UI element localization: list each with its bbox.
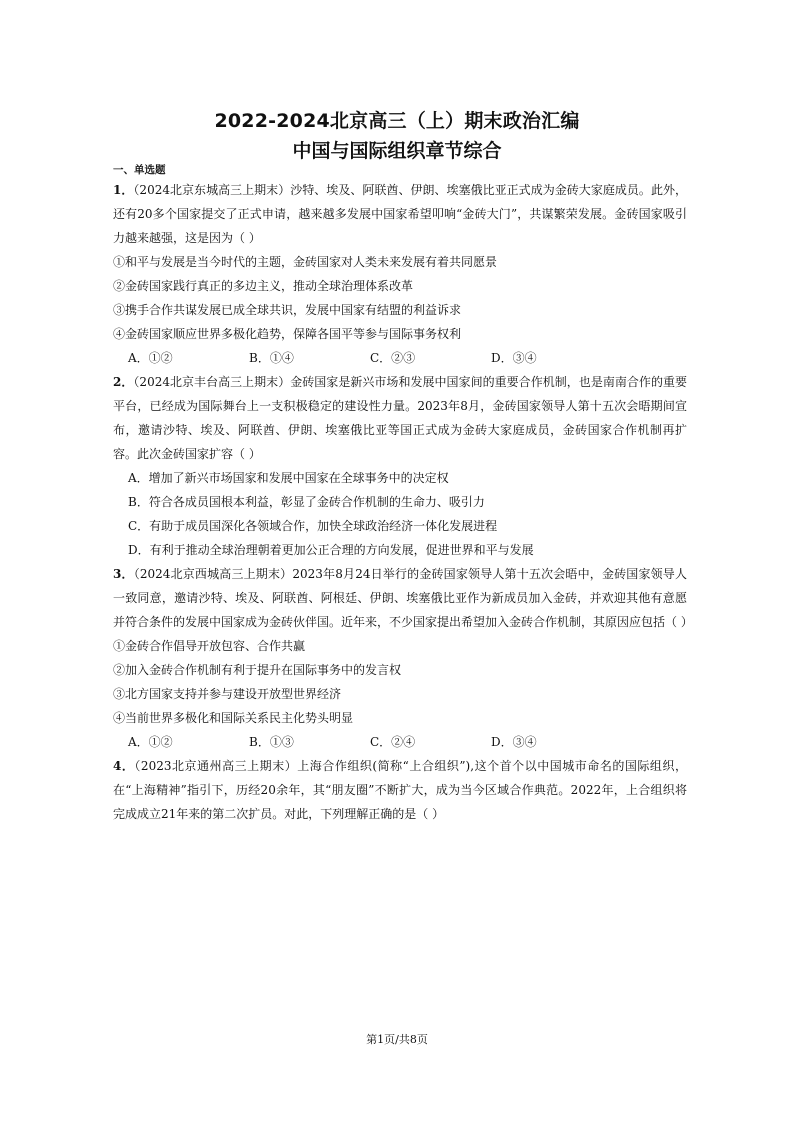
question-stem: （2024北京东城高三上期末）沙特、埃及、阿联酋、伊朗、埃塞俄比亚正式成为金砖大家庭成员。此外，还有20多个国家提交了正式申请，越来越多发展中国家希望叩响“金砖大门”，共谋繁荣发展。金砖国家吸引力越来越强，这是因为（ ） <box>113 183 687 245</box>
answer-choice-b: B．①④ <box>249 351 294 365</box>
question-1 <box>113 178 687 250</box>
statement-option: ③北方国家支持并参与建设开放型世界经济 <box>113 687 342 701</box>
question-stem: （2023北京通州高三上期末）上海合作组织(简称“上合组织”),这个首个以中国城市命名的国际组织，在“上海精神”指引下，历经20余年，其“朋友圈”不断扩大，成为当今区域合作典范。2022年，上合组织将完成成立21年来的第二次扩员。对此，下列理解正确的是（ ） <box>113 759 687 821</box>
answer-choices <box>113 730 687 754</box>
question-content <box>113 162 693 826</box>
answer-choice-c: C．②④ <box>370 735 416 749</box>
answer-choice-c: C．有助于成员国深化各领域合作，加快全球政治经济一体化发展进程 <box>128 519 498 533</box>
answer-choice-a: A．①② <box>128 351 173 365</box>
statement-option: ④金砖国家顺应世界多极化趋势，保障各国平等参与国际事务权利 <box>113 327 462 341</box>
question-number: 4． <box>113 759 135 773</box>
statement-option: ①和平与发展是当今时代的主题，金砖国家对人类未来发展有着共同愿景 <box>113 255 498 269</box>
statement-option: ③携手合作共谋发展已成全球共识，发展中国家有结盟的利益诉求 <box>113 303 462 317</box>
question-3 <box>113 562 693 634</box>
question-4 <box>113 754 687 826</box>
statement-option: ②金砖国家践行真正的多边主义，推动全球治理体系改革 <box>113 279 414 293</box>
document-subtitle: 中国与国际组织章节综合 <box>292 140 502 162</box>
answer-choices <box>113 346 687 370</box>
document-title: 2022-2024北京高三（上）期末政治汇编 <box>214 110 580 132</box>
answer-choice-d: D．有利于推动全球治理朝着更加公正合理的方向发展，促进世界和平与发展 <box>128 543 534 557</box>
page-footer: 第1页/共8页 <box>366 1033 428 1046</box>
question-stem: （2024北京西城高三上期末）2023年8月24日举行的金砖国家领导人第十五次会晤中，金砖国家领导人一致同意，邀请沙特、埃及、阿联酋、阿根廷、伊朗、埃塞俄比亚作为新成员加入金砖，并欢迎其他有意愿并符合条件的发展中国家成为金砖伙伴国。近年来，不少国家提出希望加入金砖合作机制，其原因应包括（ ） <box>113 567 693 629</box>
statement-option: ②加入金砖合作机制有利于提升在国际事务中的发言权 <box>113 663 402 677</box>
question-number: 1． <box>113 183 134 197</box>
question-2 <box>113 370 687 466</box>
answer-choice-a: A．①② <box>128 735 173 749</box>
question-number: 2． <box>113 375 134 389</box>
section-heading: 一、单选题 <box>113 164 166 176</box>
statement-option: ①金砖合作倡导开放包容、合作共赢 <box>113 639 306 653</box>
answer-choice-b: B．符合各成员国根本利益，彰显了金砖合作机制的生命力、吸引力 <box>128 495 485 509</box>
answer-choice-b: B．①③ <box>249 735 294 749</box>
answer-choice-d: D．③④ <box>491 735 537 749</box>
question-number: 3． <box>113 567 134 581</box>
answer-choice-c: C．②③ <box>370 351 416 365</box>
question-stem: （2024北京丰台高三上期末）金砖国家是新兴市场和发展中国家间的重要合作机制，也是南南合作的重要平台，已经成为国际舞台上一支积极稳定的建设性力量。2023年8月，金砖国家领导人第十五次会晤期间宣布，邀请沙特、埃及、阿联酋、伊朗、埃塞俄比亚等国正式成为金砖大家庭成员，金砖国家合作机制再扩容。此次金砖国家扩容（ ） <box>113 375 687 461</box>
statement-option: ④当前世界多极化和国际关系民主化势头明显 <box>113 711 354 725</box>
answer-choice-d: D．③④ <box>491 351 537 365</box>
answer-choice-a: A．增加了新兴市场国家和发展中国家在全球事务中的决定权 <box>128 471 449 485</box>
